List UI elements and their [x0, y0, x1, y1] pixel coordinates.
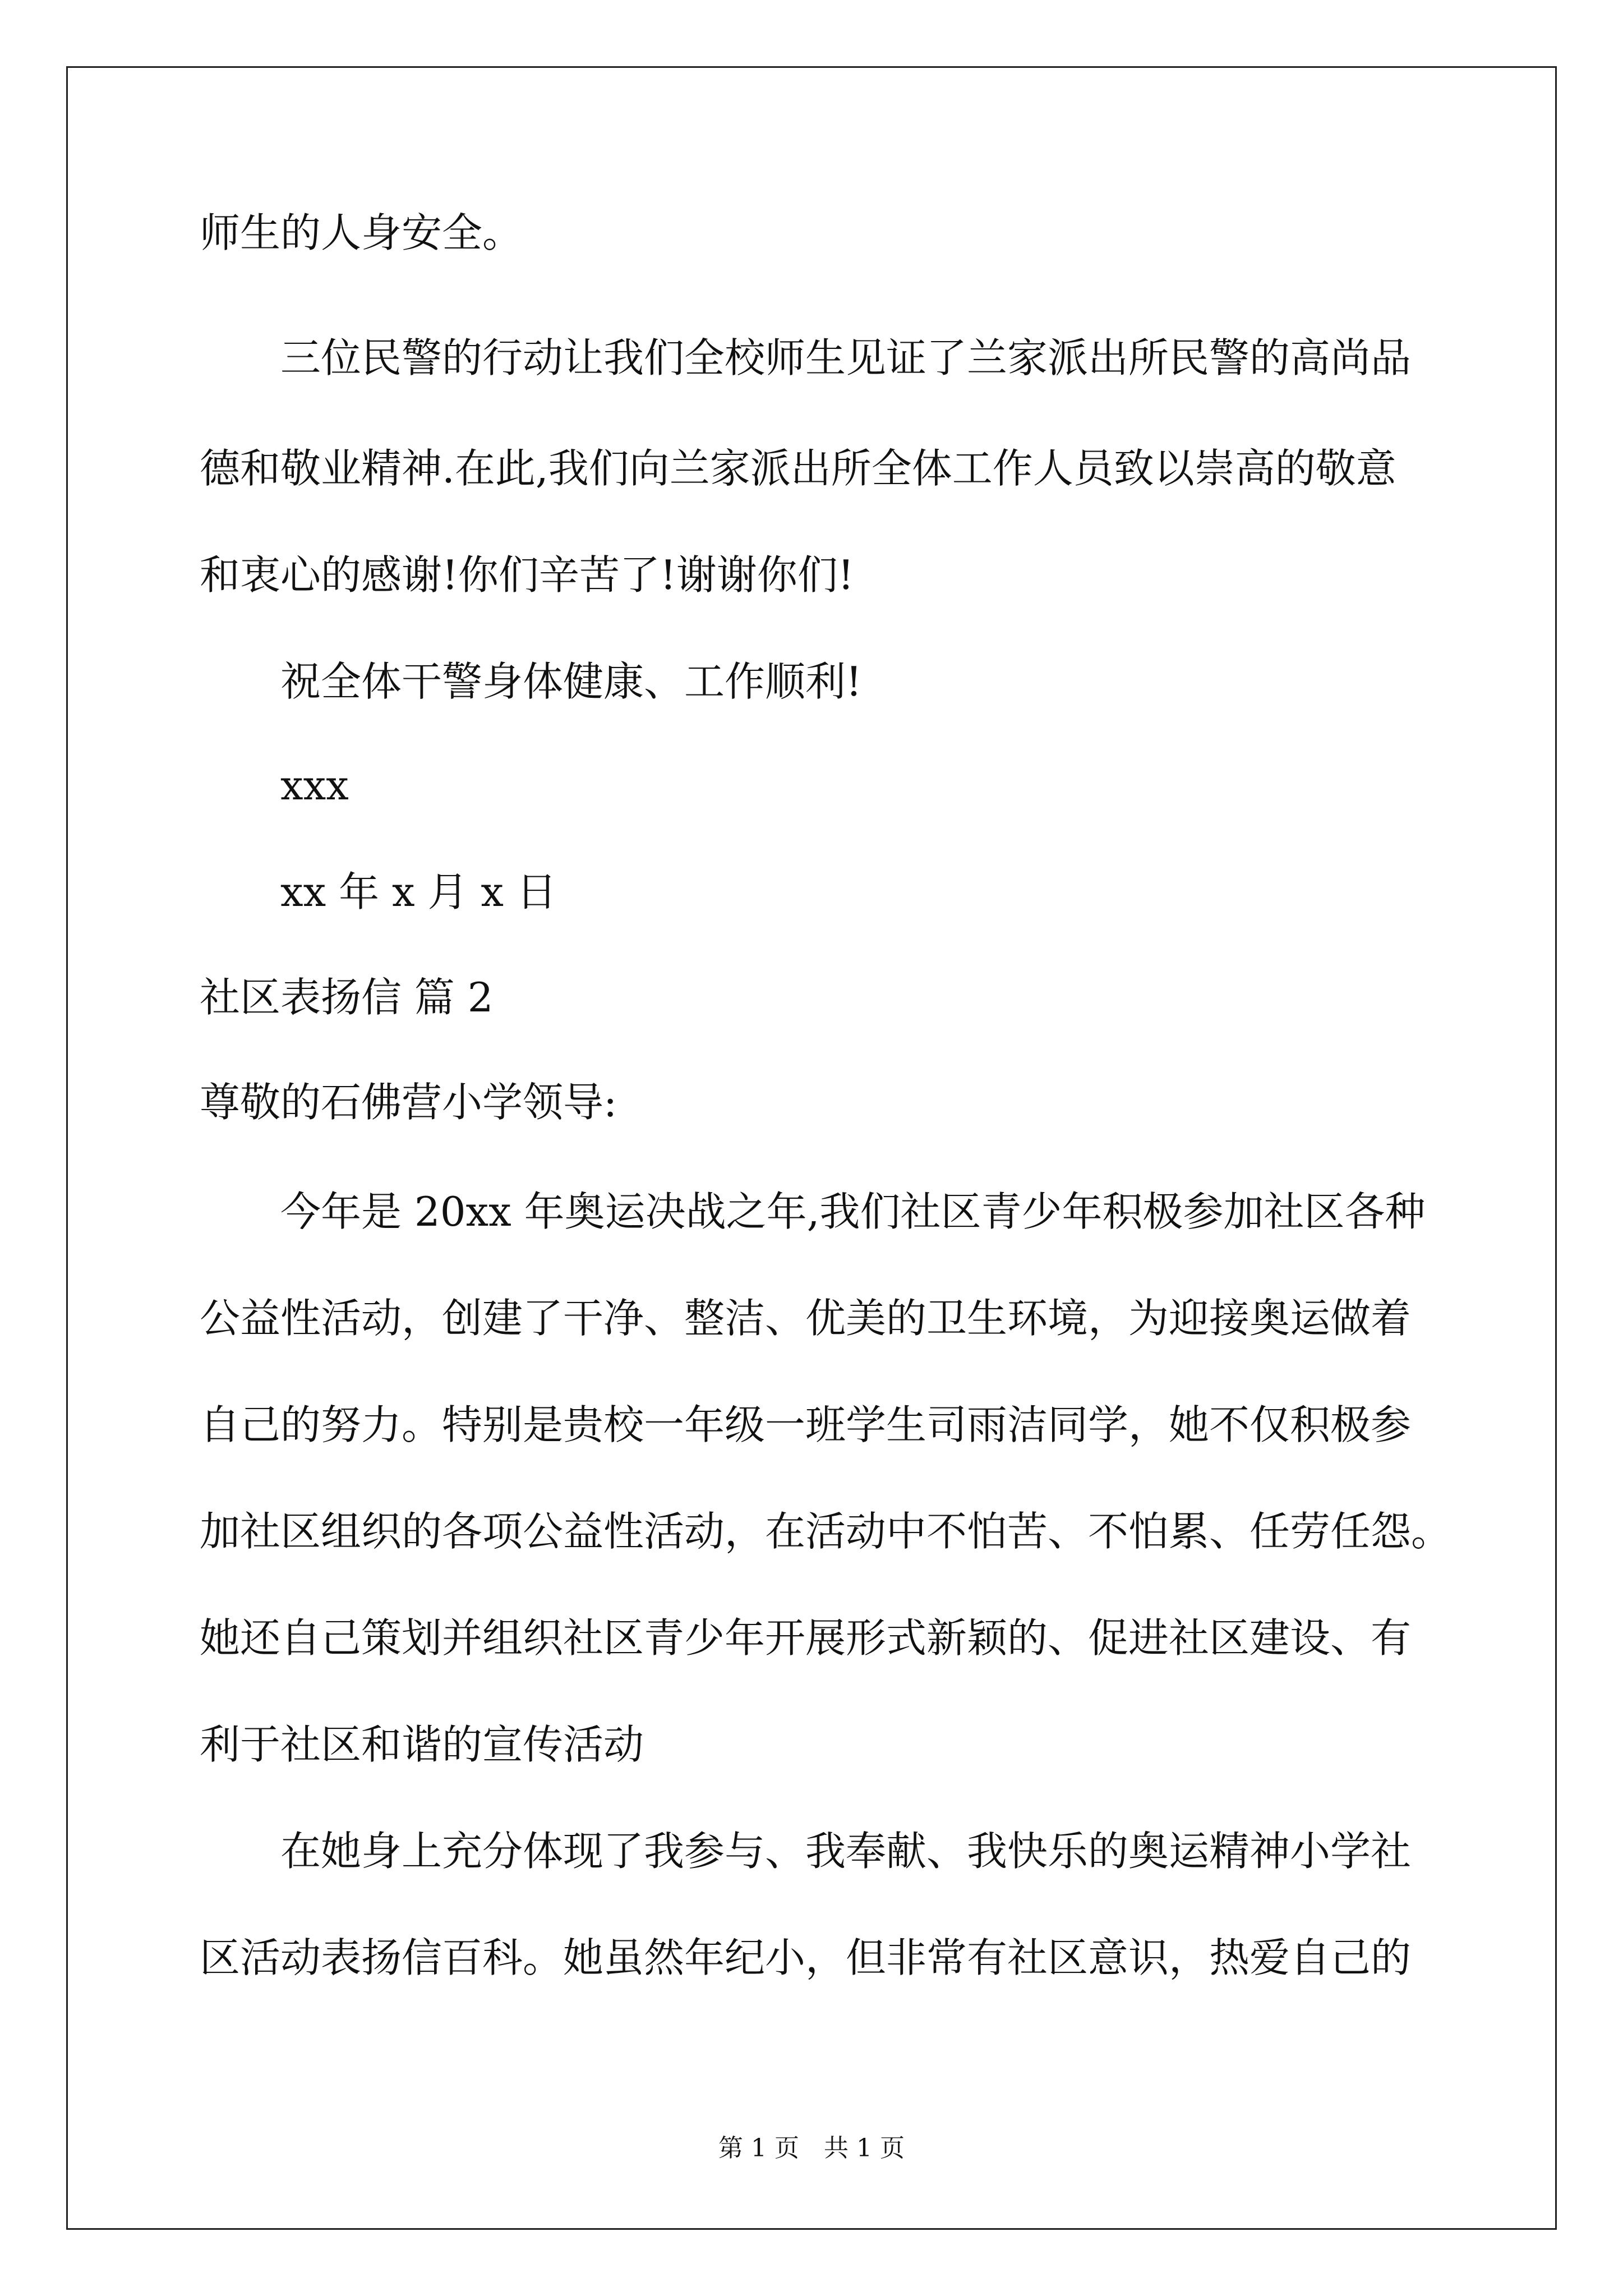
text-line: 今年是 20xx 年奥运决战之年,我们社区青少年积极参加社区各种	[280, 1188, 1426, 1235]
text-line: 师生的人身安全。	[200, 209, 523, 256]
page-border	[66, 66, 1557, 2230]
text-line: 在她身上充分体现了我参与、我奉献、我快乐的奥运精神小学社	[280, 1828, 1412, 1875]
salutation: 尊敬的石佛营小学领导:	[200, 1079, 617, 1126]
text-line: 公益性活动，创建了干净、整洁、优美的卫生环境，为迎接奥运做着	[200, 1295, 1412, 1342]
text-line: 她还自己策划并组织社区青少年开展形式新颖的、促进社区建设、有	[200, 1614, 1412, 1662]
text-line: 利于社区和谐的宣传活动	[200, 1721, 644, 1768]
page-number: 第 1 页 共 1 页	[718, 2134, 905, 2162]
text-line: xxx	[280, 762, 349, 809]
text-line: 加社区组织的各项公益性活动，在活动中不怕苦、不怕累、任劳任怨。	[200, 1508, 1452, 1555]
text-line: 自己的努力。特别是贵校一年级一班学生司雨洁同学，她不仅积极参	[200, 1401, 1412, 1448]
text-line: 和衷心的感谢!你们辛苦了!谢谢你们!	[200, 551, 854, 599]
text-line: 祝全体干警身体健康、工作顺利!	[280, 658, 862, 705]
text-line: 三位民警的行动让我们全校师生见证了兰家派出所民警的高尚品	[280, 334, 1412, 381]
section-heading: 社区表扬信 篇 2	[200, 974, 494, 1021]
text-line: 区活动表扬信百科。她虽然年纪小，但非常有社区意识，热爱自己的	[200, 1934, 1412, 1981]
text-line: 德和敬业精神.在此,我们向兰家派出所全体工作人员致以崇高的敬意	[200, 445, 1396, 492]
text-line: xx 年 x 月 x 日	[280, 868, 557, 915]
